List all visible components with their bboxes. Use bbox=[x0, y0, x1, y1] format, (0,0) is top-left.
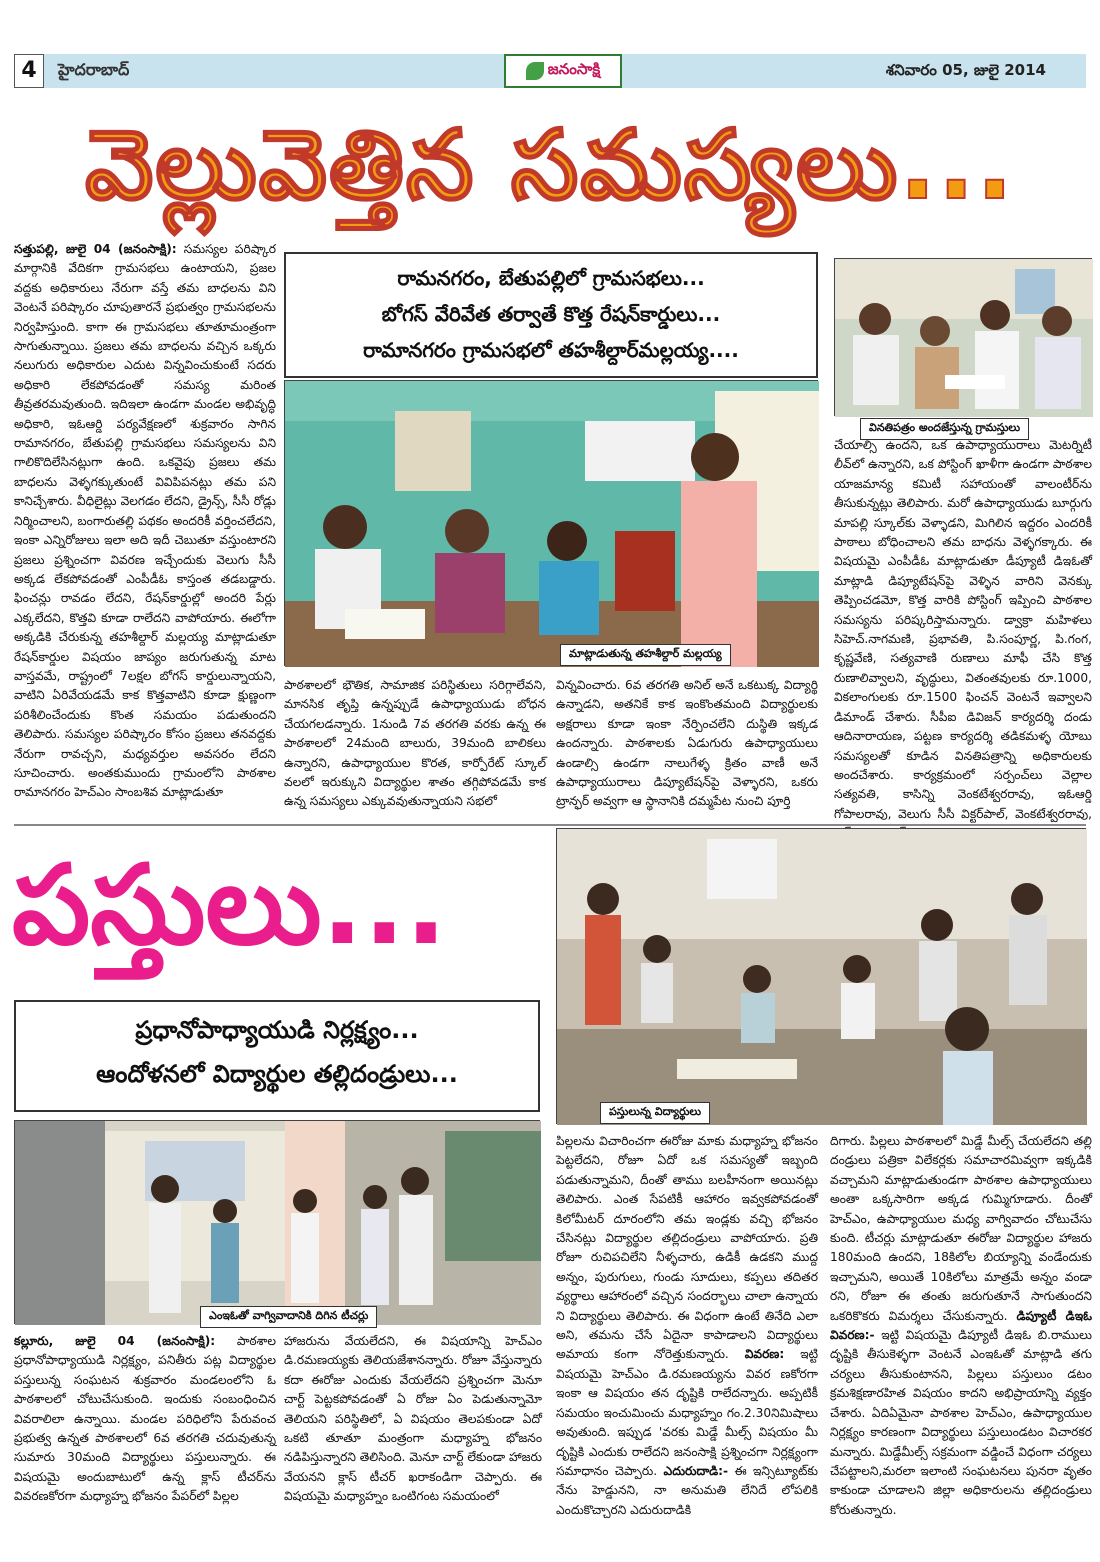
story2-blurb bbox=[14, 1000, 540, 1112]
city-label: హైదరాబాద్ bbox=[58, 60, 130, 79]
story2-column-3 bbox=[556, 1132, 818, 1547]
photo-fasting-students bbox=[556, 828, 1086, 1124]
story2-column-4 bbox=[830, 1132, 1092, 1547]
photo4-caption: ఎంఇఓతో వాగ్వివాదానికి దిగిన టీచర్లు bbox=[200, 1306, 377, 1328]
story1-column-2 bbox=[284, 676, 546, 816]
story2-vivarana-text: ఇట్టి విషయమై హెచ్ఎం డి.రమణయ్యను వివర ణకోరగా ఇంకా ఆ విషయం తన దృష్టికి రాలేదన్నారు. అప్పటికీ సమయం ఇంచుమించు మధ్యాహ్నం గం.2.30నిమిషాలు అవుతుంది. ఇప్పుడ 'వరకు మిడ్డే మీల్స్ విషయం మీ దృష్టికి ఎందుకు రాలేదని జనంసాక్షి ప్రశ్నించగా నిర్లక్ష్యంగా సమాధానం చెప్పారు. bbox=[556, 1347, 819, 1478]
story2-col2-text: హాజరును వేయలేదని, ఈ విషయాన్ని హెచ్ఎం డి.రమణయ్యకు తెలియజేశానన్నారు. రోజూ వేస్తున్నారు కదా ఈరోజు ఎందుకు వేయలేదని ప్రశ్నించగా మెనూ చార్ట్ పెట్టకపోవడంతో ఏ రోజు ఏం పెడుతున్నామో తెలియని పరిస్థితిలో, ఏ విషయం తెలపకుండా ఏదో ఒకటి తూతూ మంత్రంగా మధ్యాహ్న భోజనం నడిపిస్తున్నారని తెలిసింది. మెనూ చార్ట్ లేకుండా హాజరు వేయనని క్లాస్ టీచర్ ఖరాకండిగా చెప్పారు. ఈ విషయమై మధ్యాహ్నం ఒంటిగంట సమయంలో bbox=[284, 1334, 542, 1504]
story2-column-1 bbox=[14, 1332, 276, 1547]
story1-col3-text: విన్నవించారు. 6వ తరగతి అనిల్ అనే ఒకటుక్క విద్యార్థి ఉన్నాడని, అతనికే కాక ఇంకొంతమంది విద్యార్థులకు అక్షరాలు కూడా ఇంకా నేర్పించలేని దుస్థితి ఇక్కడ ఉందన్నారు. పాఠశాలకు ఏడుగురు ఉపాధ్యాయులు ఉండాల్సి ఉండగా నాలుగేళ్ళ క్రితం వాణీ అనే ఉపాధ్యాయురాలు డిప్యూటేషన్‌పై వెళ్ళారని, ఒకరు ట్రాన్ఫర్ అవ్వగా ఆ స్థానానికి దమ్మపేట నుంచి పూర్తి bbox=[556, 678, 818, 809]
story2-blurb-line: ప్రధానోపాధ్యాయుడి నిర్లక్ష్యం... bbox=[135, 1016, 419, 1044]
brand-name: జనంసాక్షి bbox=[547, 60, 601, 78]
story1-dateline: సత్తుపల్లి, జులై 04 (జనంసాక్షి): bbox=[14, 242, 177, 256]
story1-col2-text: పాఠశాలలో భౌతిక, సామాజిక పరిస్థితులు సరిగ్గాలేవని, మానసిక తృప్తి ఉన్నప్పుడే ఉపాధ్యాయుడు బోధన చేయగలడన్నారు. 1నుండి 7వ తరగతి వరకు ఉన్న ఈ పాఠశాలలో 24మంది బాలురు, 39మంది బాలికలు ఉన్నారని, ఉపాధ్యాయుల కొరత, కార్పోరేట్ స్కూల్ వలలో ఇరుక్కుని విద్యార్థుల శాతం తగ్గిపోవడమే కాక ఉన్న సమస్యలు ఎక్కువవుతున్నాయని సభలో bbox=[284, 678, 546, 809]
story1-column-4 bbox=[834, 436, 1092, 821]
story2-col4-text: దిగారు. పిల్లలు పాఠశాలలో మిడ్డే మీల్స్ చేయలేదని తల్లి దండ్రులు పత్రికా విలేకర్లకు సమాచారమివ్వగా ఇక్కడికి వచ్చామని మాట్లాడుతుండగా పాఠశాల ఉపాధ్యాయులు అంతా ఒక్కసారిగా అక్కడ గుమ్మిగూడారు. దీంతో హెచ్ఎం, ఉపాధ్యాయుల మధ్య వాగ్వివాదం చోటుచేసు కుంది. టీచర్లు మాట్లాడుతూ ఈరోజు విద్యార్థుల హాజరు 180మంది ఉందని, 18కిలోల బియ్యాన్ని వండేందుకు ఇచ్చామని, అయితే 10కిలోలు మాత్రమే అన్నం వండా రని, రోజూ ఈ తంతు జరుగుతూనే సాగుతుందని ఒకరికొకరు విమర్శలు చేసుకున్నారు. bbox=[830, 1134, 1092, 1323]
story1-col1-text: సమస్యల పరిష్కార మార్గానికి వేదికగా గ్రామసభలు ఉంటాయని, ప్రజల వద్దకు అధికారులు నేరుగా వస్తే తమ బాధలను విని వెంటనే పరిష్కారం చూపుతారనే ప్రభుత్వం గ్రామసభలను నిర్వహిస్తుంది. కాగా ఈ గ్రామసభలు తూతూమంత్రంగా సాగుతున్నాయి. ప్రజలు తమ బాధలను వచ్చిన ఒక్కరు నలుగురు అధికారుల ఎదుట విన్నవించుకుంటే సదరు అధికారి లేకపోవడంతో సమస్య మరింత తీవ్రతరమవుతుంది. ఇదిఇలా ఉండగా మండల అభివృద్ధి అధికారి, ఇఓఆర్డి పర్యవేక్షణలో శుక్రవారం సాగిన రామానగరం, బేతుపల్లి గ్రామసభలు సమస్యలను విని గాలికొదిలేసినట్లుగా ఉంది. ఒకవైపు ప్రజలు తమ బాధలను వెళ్ళగక్కుతుంటే వివిపిపనట్లు తమ పని కానిచ్చేశారు. వీధిలైట్లు వెలగడం లేదని, డ్రైన్స్, సీసీ రోడ్లు నిర్మించాలని, బంగారుతల్లి పథకం అందరికీ వర్తించలేదని, ఇంకా ఎన్నిరోజులు ఇలా అది ఇదీ చెబుతూ వస్తుంటారని ప్రజలు ప్రశ్నించగా వివరణ ఇచ్చేందుకు వెలుగు సీసీ అక్కడ లేకపోవడంతో ఎంపీడీఓ కాస్తంత తడబడ్డారు. ఫించన్లు రావడం లేదని, రేషన్‌కార్డుల్లో అందరి పేర్లు ఎక్కలేదని, కొత్తవి కూడా రాలేదని వాపోయారు. ఈలోగా అక్కడికి చేరుకున్న తహశీల్దార్ మల్లయ్య మాట్లాడుతూ రేషన్‌కార్డుల విషయం జాప్యం జరుగుతున్న మాట వాస్తవమే, రాష్ట్రంలో 7లక్షల బోగస్ కార్డులున్నాయని, వాటిని ఏరివేయడమే కాక కొత్తవాటిని కూడా క్షుణ్ణంగా పరిశీలించేందుకు కొంత సమయం పడుతుందని తెలిపారు. సమస్యల పరిష్కారం కోసం ప్రజలు తనవద్దకు నేరుగా రావచ్చని, మధ్యవర్తుల అవసరం లేదని సూచించారు. అంతకుముందు గ్రామంలోని పాఠశాల రామానగరం హెచ్ఎం సాంబశివ మాట్లాడుతూ bbox=[14, 242, 276, 800]
story2-deputy-text: ఇట్టి విషయమై డిప్యూటీ డిఇఓ బి.రాములు దృష్టికి తీసుకెళ్ళగా వెంటనే ఎంఇఓతో మాట్లాడి తగు చర్యలు తీసుకుంటానని, పిల్లలు పస్తులుం డటం క్రమశిక్షణారహిత విషయం కాదని అభిప్రాయాన్ని వ్యక్తం చేశారు. ఏదిఏమైనా పాఠశాల హెచ్ఎం, ఉపాధ్యాయుల నిర్లక్ష్యం కారణంగా విద్యార్థులు పస్తులుండటం విచారకర మన్నారు. మిడ్డేమీల్స్ సక్రమంగా వడ్డించే విధంగా చర్యలు చేపట్టాలని,మరలా ఇలాంటి సంఘటనలు పునరా వృతం కాకుండా చూడాలని జిల్లా అధికారులను తల్లిదండ్రులు కోరుతున్నారు. bbox=[830, 1328, 1093, 1517]
story1-headline: వెల్లువెత్తిన సమస్యలు... bbox=[85, 109, 1015, 221]
photo3-caption: పస్తులున్న విద్యార్థులు bbox=[600, 1102, 710, 1124]
photo1-caption: వినతిపత్రం అందజేస్తున్న గ్రామస్తులు bbox=[860, 418, 1029, 440]
story2-col1-text: పాఠశాల ప్రధానోపాధ్యాయుడి నిర్లక్ష్యం, పనితీరు పట్ల విద్యార్థుల పస్తులున్న సంఘటన శుక్రవారం మండలంలోని ఓ పాఠశాలలో చోటుచేసుకుంది. ఇందుకు సంబంధించిన వివరాలిలా ఉన్నాయి. మండల పరిధిలోని పేరువంచ ప్రభుత్వ ఉన్నత పాఠశాలలో 6వ తరగతి చదువుతున్న సుమారు 30మంది విద్యార్థులు పస్తులున్నారు. ఈ విషయమై అందుబాటులో ఉన్న క్లాస్ టీచర్‌ను వివరణకోరగా మధ్యాహ్న భోజనం పేపర్‌లో పిల్లల bbox=[14, 1334, 276, 1504]
story2-dateline: కల్లూరు, జులై 04 (జనంసాక్షి): bbox=[14, 1334, 216, 1348]
villagers-petition-image bbox=[835, 259, 1093, 417]
tahsildar-speaking-image bbox=[285, 381, 819, 667]
story2-column-2 bbox=[284, 1332, 542, 1547]
story1-column-1 bbox=[14, 240, 276, 815]
story1-blurb-line: బోగస్ వేరివేత తర్వాతే కొత్త రేషన్‌కార్డులు... bbox=[381, 302, 721, 326]
fasting-students-image bbox=[557, 829, 1087, 1125]
story1-blurb-line: రామనగరం, బేతుపల్లిలో గ్రామసభలు... bbox=[397, 266, 705, 290]
story2-headline: పస్తులు... bbox=[12, 841, 447, 969]
photo-villagers-petition bbox=[834, 258, 1092, 416]
story2-blurb-line: ఆందోళనలో విద్యార్థుల తల్లిదండ్రులు... bbox=[96, 1060, 458, 1088]
leaf-icon bbox=[526, 62, 544, 80]
story2-col3-text: పిల్లలను విచారించగా ఈరోజు మాకు మధ్యాహ్న భోజనం పెట్టలేదని, రోజూ ఏదో ఒక సమస్యతో ఇబ్బంది పడుతున్నామని, దీంతో తాము బలహీనంగా అయినట్లు తెలిపారు. ఎంత సేపటికీ ఆహారం ఇవ్వకపోవడంతో కిలోమీటర్ దూరంలోని తమ ఇండ్లకు వచ్చి భోజనం చేసినట్లు విద్యార్థుల తల్లిదండ్రులు వాపోయారు. ప్రతి రోజూ రుచిపచిలేని నీళ్ళచారు, ఉడికీ ఉడకని ముద్ద అన్నం, పురుగులు, గుండు సూదులు, కప్పలు తదితర వ్యర్థాలు ఆహారంలో వచ్చిన సందర్భాలు చాలా ఉన్నాయ ని విద్యార్థులు తెలిపారు. ఈ విధంగా ఉంటే తినేది ఎలా అని, తమను చేసే ఏదైనా కాపాడాలని విద్యార్థులు అమాయ కంగా నోరెత్తుకున్నారు. bbox=[556, 1134, 818, 1362]
story1-column-3 bbox=[556, 676, 818, 816]
story2-deputy-label: డిప్యూటీ డిఇఓ వివరణ:- bbox=[830, 1308, 1092, 1343]
story1-col4-text: చేయాల్సి ఉందని, ఒక ఉపాధ్యాయురాలు మెటర్నిటీ లీవ్‌లో ఉన్నారని, ఒక పోస్టింగ్ ఖాళీగా ఉండగా పాఠశాల యాజమాన్య కమిటీ సహాయంతో వాలంటీర్‌ను తీసుకున్నట్లు తెలిపారు. మరో ఉపాధ్యాయుడు బూర్గుగు మాపల్లి స్కూల్‌కు వెళ్ళాడని, మిగిలిన ఇద్దరం ఎందరికీ పాఠాలు బోధించాలని తమ బాధను వెళ్ళగక్కారు. ఈ విషయమై ఎంపీడీఓ మాట్లాడుతూ డీప్యూటీ డిఇఓతో మాట్లాడి డిప్యూటేషన్‌పై వెళ్ళిన వారిని వెనక్కు తెప్పించడమో, కొత్త వారికి పోస్టింగ్ ఇప్పించి పాఠశాల సమస్యను పరిష్కరిస్తామన్నారు. డ్వాక్రా మహిళలు సిహెచ్.నాగమణి, ప్రభావతి, పి.సంపూర్ణ, పి.గంగ, కృష్ణవేణి, సత్యవాణి రుణాలు మాఫీ చేసి కొత్త రుణాలివ్వాలని, వృద్ధులు, వితంతవులకు రూ.1000, వికలాంగులకు రూ.1500 ఫించన్ వెంటనే ఇవ్వాలని డిమాండ్ చేశారు. సీపీఐ డివిజన్ కార్యదర్శి దండు ఆదినారాయణ, పట్టణ కార్యదర్శి తడికమళ్ళ యోబు సమస్యలతో కూడిన వినతిపత్రాన్ని అధికారులకు అందచేశారు. కార్యక్రమంలో సర్పంచ్‌లు వెల్లాల సత్యవతి, కాసిన్ని వెంకటేశ్వరరావు, ఇఓఆర్డి గోపాలరావు, వెలుగు సీసీ విక్టర్‌పాల్, వెంకటేశ్వరరావు, bbox=[834, 438, 1092, 821]
masthead-bar bbox=[14, 54, 1086, 88]
teachers-argument-image bbox=[15, 1121, 541, 1325]
photo-tahsildar-speaking bbox=[284, 380, 818, 666]
story2-vivarana-label: వివరణ: bbox=[744, 1347, 785, 1362]
story1-blurb bbox=[284, 252, 818, 378]
story1-blurb-line: రామానగరం గ్రామసభలో తహశీల్దార్‌మల్లయ్య.... bbox=[363, 338, 739, 362]
photo-teachers-argument bbox=[14, 1120, 540, 1324]
brand-logo[interactable] bbox=[504, 54, 622, 88]
photo2-caption: మాట్లాడుతున్న తహశీల్దార్ మల్లయ్య bbox=[560, 644, 731, 666]
issue-date: శనివారం 05, జులై 2014 bbox=[885, 61, 1046, 79]
page-number: 4 bbox=[14, 54, 44, 88]
story2-eduru-label: ఎదురుదాడి:- bbox=[663, 1463, 729, 1478]
story2-eduru-text: ఈ ఇన్సిట్యూట్‌కు నేను హెడ్డునని, నా అనుమతి లేనిదే లోపలికి ఎందుకొచ్చారని ఎదురుదాడికి bbox=[556, 1463, 818, 1517]
